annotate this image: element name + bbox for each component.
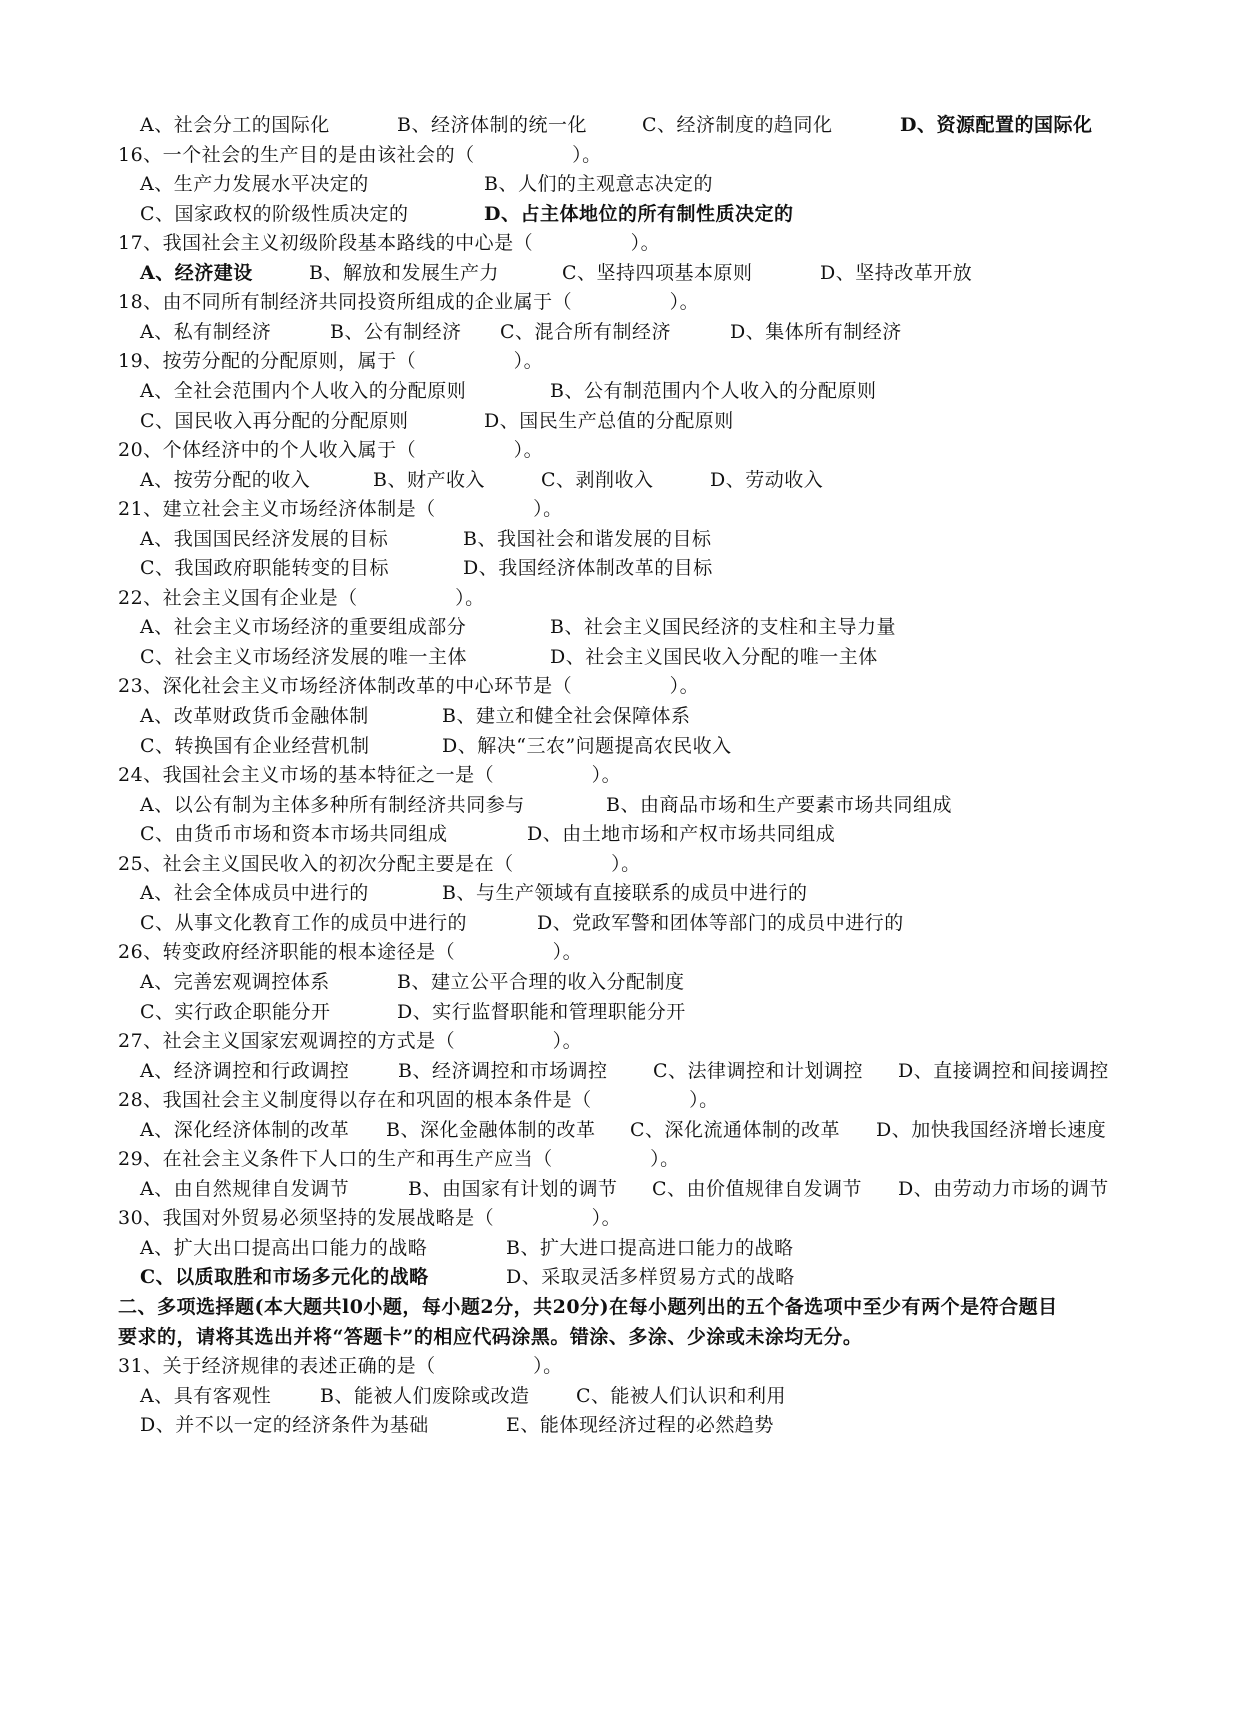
text-segment: B、解放和发展生产力 <box>309 261 499 284</box>
text-line <box>0 670 1254 702</box>
text-line <box>0 848 1254 880</box>
text-segment: C、我国政府职能转变的目标 <box>140 557 390 580</box>
text-segment: B、由商品市场和生产要素市场共同组成 <box>606 793 952 816</box>
text-segment: D、由劳动力市场的调节 <box>898 1177 1109 1200</box>
text-segment: A、完善宏观调控体系 <box>140 970 330 993</box>
text-segment: A、全社会范围内个人收入的分配原则 <box>140 379 467 402</box>
text-segment: B、公有制经济 <box>330 320 462 343</box>
text-line <box>0 759 1254 791</box>
text-line <box>0 464 1254 496</box>
text-segment: A、改革财政货币金融体制 <box>140 705 369 727</box>
text-segment: B、人们的主观意志决定的 <box>484 173 713 196</box>
text-line <box>0 1173 1254 1205</box>
text-segment: B、建立和健全社会保障体系 <box>442 705 691 727</box>
text-segment: A、按劳分配的收入 <box>140 468 311 491</box>
text-segment: 30、我国对外贸易必须坚持的发展战略是（ ）。 <box>118 1207 622 1230</box>
text-segment: D、我国经济体制改革的目标 <box>463 557 713 580</box>
text-segment: B、经济调控和市场调控 <box>398 1059 608 1082</box>
text-segment: D、坚持改革开放 <box>820 261 973 284</box>
text-line <box>0 198 1254 230</box>
text-segment: D、实行监督职能和管理职能分开 <box>397 1000 686 1023</box>
text-segment: D、采取灵活多样贸易方式的战略 <box>506 1266 795 1289</box>
text-segment: 25、社会主义国民收入的初次分配主要是在（ ）。 <box>118 852 641 875</box>
text-line <box>0 582 1254 614</box>
text-line <box>0 1409 1254 1441</box>
text-segment: B、建立公平合理的收入分配制度 <box>397 970 685 993</box>
text-line <box>0 1114 1254 1146</box>
text-segment: B、能被人们废除或改造 <box>320 1384 530 1407</box>
text-segment: A、具有客观性 <box>140 1384 272 1407</box>
text-line <box>0 641 1254 673</box>
text-segment: D、解决“三农”问题提高农民收入 <box>442 734 732 757</box>
text-line <box>0 168 1254 200</box>
text-line <box>0 552 1254 584</box>
text-segment: 要求的，请将其选出并将“答题卡”的相应代码涂黑。错涂、多涂、少涂或未涂均无分。 <box>118 1325 863 1348</box>
text-segment: D、资源配置的国际化 <box>900 114 1093 136</box>
text-segment: 26、转变政府经济职能的根本途径是（ ）。 <box>118 941 583 964</box>
text-segment: D、直接调控和间接调控 <box>898 1059 1109 1082</box>
text-line <box>0 493 1254 525</box>
text-line <box>0 700 1254 732</box>
text-segment: A、由自然规律自发调节 <box>140 1177 350 1200</box>
text-segment: D、并不以一定的经济条件为基础 <box>140 1414 429 1437</box>
text-segment: C、剥削收入 <box>541 468 654 491</box>
text-segment: B、扩大进口提高进口能力的战略 <box>506 1236 794 1259</box>
text-segment: 17、我国社会主义初级阶段基本路线的中心是（ ）。 <box>118 232 661 255</box>
text-line <box>0 1143 1254 1175</box>
text-segment: A、深化经济体制的改革 <box>140 1118 350 1141</box>
text-segment: B、由国家有计划的调节 <box>408 1177 618 1200</box>
text-segment: C、能被人们认识和利用 <box>576 1384 787 1407</box>
text-segment: B、公有制范围内个人收入的分配原则 <box>550 379 877 402</box>
text-segment: A、私有制经济 <box>140 320 272 343</box>
text-line <box>0 789 1254 821</box>
text-segment: 18、由不同所有制经济共同投资所组成的企业属于（ ）。 <box>118 291 700 314</box>
text-segment: 21、建立社会主义市场经济体制是（ ）。 <box>118 498 563 521</box>
text-segment: 19、按劳分配的分配原则，属于（ ）。 <box>118 350 544 373</box>
text-line <box>0 1380 1254 1412</box>
text-line <box>0 139 1254 171</box>
text-line <box>0 611 1254 643</box>
text-line <box>0 405 1254 437</box>
text-segment: D、加快我国经济增长速度 <box>876 1118 1107 1141</box>
text-segment: C、法律调控和计划调控 <box>653 1059 864 1082</box>
text-segment: C、转换国有企业经营机制 <box>140 734 370 757</box>
text-segment: C、混合所有制经济 <box>500 320 672 343</box>
text-segment: C、实行政企职能分开 <box>140 1000 331 1023</box>
text-segment: C、以质取胜和市场多元化的战略 <box>140 1266 429 1289</box>
text-line <box>0 345 1254 377</box>
text-line <box>0 227 1254 259</box>
text-segment: D、劳动收入 <box>710 468 824 491</box>
text-segment: B、经济体制的统一化 <box>397 114 587 136</box>
text-line <box>0 936 1254 968</box>
text-segment: A、经济调控和行政调控 <box>140 1059 350 1082</box>
text-line <box>0 877 1254 909</box>
text-segment: D、社会主义国民收入分配的唯一主体 <box>550 645 878 668</box>
text-segment: C、坚持四项基本原则 <box>562 261 753 284</box>
text-line <box>0 257 1254 289</box>
text-segment: A、社会分工的国际化 <box>140 114 330 136</box>
text-segment: D、党政军警和团体等部门的成员中进行的 <box>537 911 904 934</box>
text-segment: A、经济建设 <box>140 261 253 284</box>
text-segment: C、经济制度的趋同化 <box>642 114 833 136</box>
text-line <box>0 818 1254 850</box>
text-line <box>0 1291 1254 1323</box>
text-segment: 24、我国社会主义市场的基本特征之一是（ ）。 <box>118 764 622 787</box>
text-line <box>0 1202 1254 1234</box>
text-segment: 23、深化社会主义市场经济体制改革的中心环节是（ ）。 <box>118 675 700 698</box>
text-line <box>0 966 1254 998</box>
text-segment: B、社会主义国民经济的支柱和主导力量 <box>550 616 896 639</box>
text-segment: A、社会主义市场经济的重要组成部分 <box>140 616 467 639</box>
text-segment: C、深化流通体制的改革 <box>630 1118 841 1141</box>
text-segment: B、与生产领域有直接联系的成员中进行的 <box>442 882 808 905</box>
text-segment: C、社会主义市场经济发展的唯一主体 <box>140 645 468 668</box>
text-segment: A、生产力发展水平决定的 <box>140 173 369 196</box>
text-segment: D、占主体地位的所有制性质决定的 <box>484 202 794 225</box>
text-segment: C、从事文化教育工作的成员中进行的 <box>140 911 468 934</box>
text-line <box>0 996 1254 1028</box>
text-segment: A、扩大出口提高出口能力的战略 <box>140 1236 428 1259</box>
text-segment: D、国民生产总值的分配原则 <box>484 409 734 432</box>
text-line <box>0 286 1254 318</box>
text-line <box>0 730 1254 762</box>
text-segment: C、由货币市场和资本市场共同组成 <box>140 823 448 846</box>
text-line <box>0 375 1254 407</box>
text-segment: 31、关于经济规律的表述正确的是（ ）。 <box>118 1355 563 1378</box>
text-segment: 二、多项选择题(本大题共l0小题，每小题2分，共20分)在每小题列出的五个备选项中至少有两个是符合题目 <box>118 1296 1058 1318</box>
text-line <box>0 109 1254 141</box>
text-segment: D、集体所有制经济 <box>730 320 902 343</box>
text-segment: E、能体现经济过程的必然趋势 <box>506 1414 774 1437</box>
text-segment: B、财产收入 <box>373 468 485 491</box>
text-line <box>0 907 1254 939</box>
text-segment: 20、个体经济中的个人收入属于（ ）。 <box>118 439 544 462</box>
text-line <box>0 1232 1254 1264</box>
text-segment: B、我国社会和谐发展的目标 <box>463 527 712 550</box>
text-segment: A、我国国民经济发展的目标 <box>140 527 389 550</box>
text-line <box>0 1055 1254 1087</box>
text-segment: 28、我国社会主义制度得以存在和巩固的根本条件是（ ）。 <box>118 1089 719 1112</box>
text-segment: B、深化金融体制的改革 <box>386 1118 596 1141</box>
text-segment: A、社会全体成员中进行的 <box>140 882 369 905</box>
text-line <box>0 1261 1254 1293</box>
text-segment: 22、社会主义国有企业是（ ）。 <box>118 586 485 609</box>
text-segment: A、以公有制为主体多种所有制经济共同参与 <box>140 793 525 816</box>
text-segment: 27、社会主义国家宏观调控的方式是（ ）。 <box>118 1030 583 1053</box>
text-line <box>0 316 1254 348</box>
text-segment: C、由价值规律自发调节 <box>652 1177 863 1200</box>
text-line <box>0 523 1254 555</box>
text-line <box>0 1025 1254 1057</box>
text-line <box>0 434 1254 466</box>
text-segment: 16、一个社会的生产目的是由该社会的（ ）。 <box>118 143 602 166</box>
text-segment: C、国民收入再分配的分配原则 <box>140 409 409 432</box>
text-segment: C、国家政权的阶级性质决定的 <box>140 202 409 225</box>
text-segment: 29、在社会主义条件下人口的生产和再生产应当（ ）。 <box>118 1148 680 1171</box>
text-segment: D、由土地市场和产权市场共同组成 <box>527 823 836 846</box>
text-line <box>0 1321 1254 1353</box>
text-line <box>0 1084 1254 1116</box>
text-line <box>0 1350 1254 1382</box>
